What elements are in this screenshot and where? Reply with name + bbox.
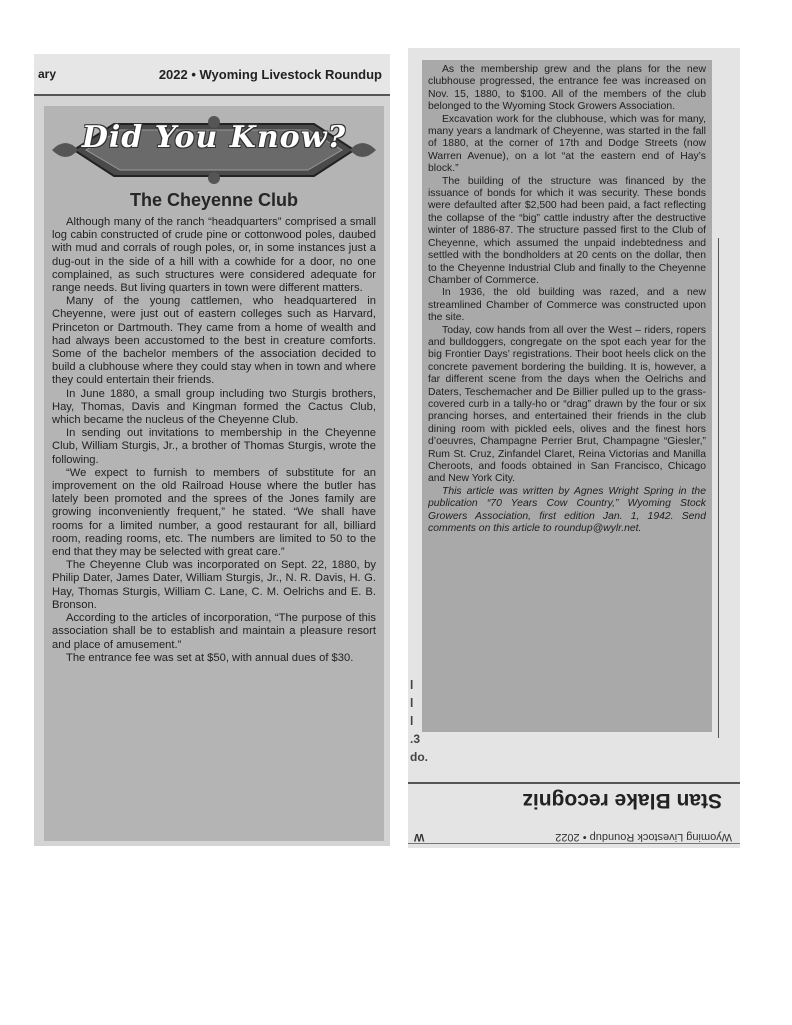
- left-clipping: [34, 54, 390, 846]
- paragraph: In sending out invitations to membership in the Cheyenne Club, William Sturgis, Jr., a brother of Thomas Sturgis, wrote the following.: [52, 427, 376, 466]
- paragraph: Many of the young cattlemen, who headquartered in Cheyenne, were just out of eastern colleges such as Harvard, Princeton or Dartmouth. They came from a home of wealth and had always been accustomed to the best in creature comforts. Some of the bachelor members of the association decided to build a clubhouse where they could stay when in town and where they could entertain their friends.: [52, 295, 376, 387]
- paragraph: The entrance fee was set at $50, with annual dues of $30.: [66, 651, 354, 664]
- edge-fragment: .3: [410, 732, 421, 746]
- article-box-continued: [422, 60, 712, 732]
- banner-text: Did You Know?: [81, 120, 347, 155]
- paragraph: According to the articles of incorporation, “The purpose of this association shall be to establish and maintain a pleasure resort and place of amusement.”: [52, 612, 376, 651]
- article-body-right: [428, 64, 706, 730]
- article-title: The Cheyenne Club: [129, 190, 299, 210]
- paragraph: As the membership grew and the plans for the new clubhouse progressed, the entrance fee was increased on Nov. 15, 1880, to $100. All of the members of the club belonged to the Wyoming Stock Growers Association.: [428, 64, 706, 113]
- article-body-left: [52, 216, 376, 838]
- edge-fragment: l: [410, 678, 414, 692]
- edge-fragment: l: [410, 696, 414, 710]
- edge-fragment: l: [410, 714, 414, 728]
- paragraph: Excavation work for the clubhouse, which was for many, many years a landmark of Cheyenne, was started in the fall of 1880, at the corner of 17th and Dodge Streets (now Warren Avenue), on a lot “at the eastern end of Hay’s block.”: [428, 113, 706, 175]
- paragraph: Although many of the ranch “headquarters” comprised a small log cabin constructed of crude pine or cottonwood poles, daubed with mud and corrals of rough poles, or, in some instances just a dug-out in the side of a hill with a cowhide for a door, no one complained, as such structures were considered adequate for range needs. But living quarters in town were different matters.: [52, 216, 376, 295]
- paragraph: Today, cow hands from all over the West – riders, ropers and bulldoggers, congregate on the spot each year for the big Frontier Days’ registrations. Their boot heels click on the concrete pavement bordering the building. It is, however, a far different scene from the days when the Oelrichs and Daters, Teschemacher and De Billier pulled up to the grass-covered curb in a tally-ho or “drag” drawn by the four or six prancing horses, and entertained their friends in the club dining room with pickled eels, olives and the finest hors d’oeuvres, Champagne Perrier Brut, Champagne “Giesler,” Rum St. Cruz, Zinfandel Claret, Reina Victorias and Manilla Cheroots, and foods obtained in San Francisco, Chicago and New York City.: [428, 324, 706, 485]
- paragraph: The building of the structure was financed by the issuance of bonds for which it was security. These bonds were defaulted after $2,500 had been paid, a fact reflecting the collapse of the “big” cattle industry after the destructive winter of 1886-87. The structure passed first to the Club of Cheyenne, which assumed the unpaid indebtedness and settled with the bondholders at 20 cents on the dollar, then to the Cheyenne Industrial Club and finally to the Cheyenne Chamber of Commerce.: [428, 175, 706, 286]
- publication-name: 2022 • Wyoming Livestock Roundup: [158, 67, 382, 82]
- edge-fragment: do.: [410, 750, 428, 764]
- article-box: [44, 106, 384, 841]
- paragraph: The Cheyenne Club was incorporated on Sept. 22, 1880, by Philip Dater, James Dater, William Sturgis, Jr., N. R. Davis, H. G. Hay, Thomas Sturgis, William C. Lane, C. M. Oelrichs and E. B. Bronson.: [52, 559, 376, 611]
- column-rule: [718, 238, 719, 738]
- page-header: [34, 54, 390, 96]
- upside-down-edge: W: [414, 831, 425, 843]
- upside-down-headline: Stan Blake recogniz: [408, 782, 740, 812]
- paragraph: “We expect to furnish to members of substitute for an improvement on the old Railroad House where the butler has lately been promoted and the sprees of the Jones family are growing inconveniently frequent,” he stated. “We shall have rooms for a limited number, a good restaurant for all, billiard room, reading rooms, etc. The numbers are limited to 50 to the end that they may be selected with great care.”: [52, 466, 376, 559]
- right-clipping: [408, 48, 740, 848]
- did-you-know-banner: [44, 114, 384, 188]
- upside-down-publication: Wyoming Livestock Roundup • 2022: [555, 831, 732, 843]
- cut-off-text: ary: [38, 67, 57, 81]
- upside-down-footer: [408, 826, 740, 844]
- paragraph: In June 1880, a small group including two Sturgis brothers, Hay, Thomas, Davis and Kingman formed the Cactus Club, which became the nucleus of the Cheyenne Club.: [52, 387, 376, 427]
- paragraph: In 1936, the old building was razed, and a new streamlined Chamber of Commerce was constructed upon the site.: [428, 287, 706, 324]
- article-credit: This article was written by Agnes Wright Spring in the publication “70 Years Cow Country,” Wyoming Stock Growers Association, first edition Jan. 1, 1942. Send comments on this article to roundup@wylr.net.: [428, 485, 706, 535]
